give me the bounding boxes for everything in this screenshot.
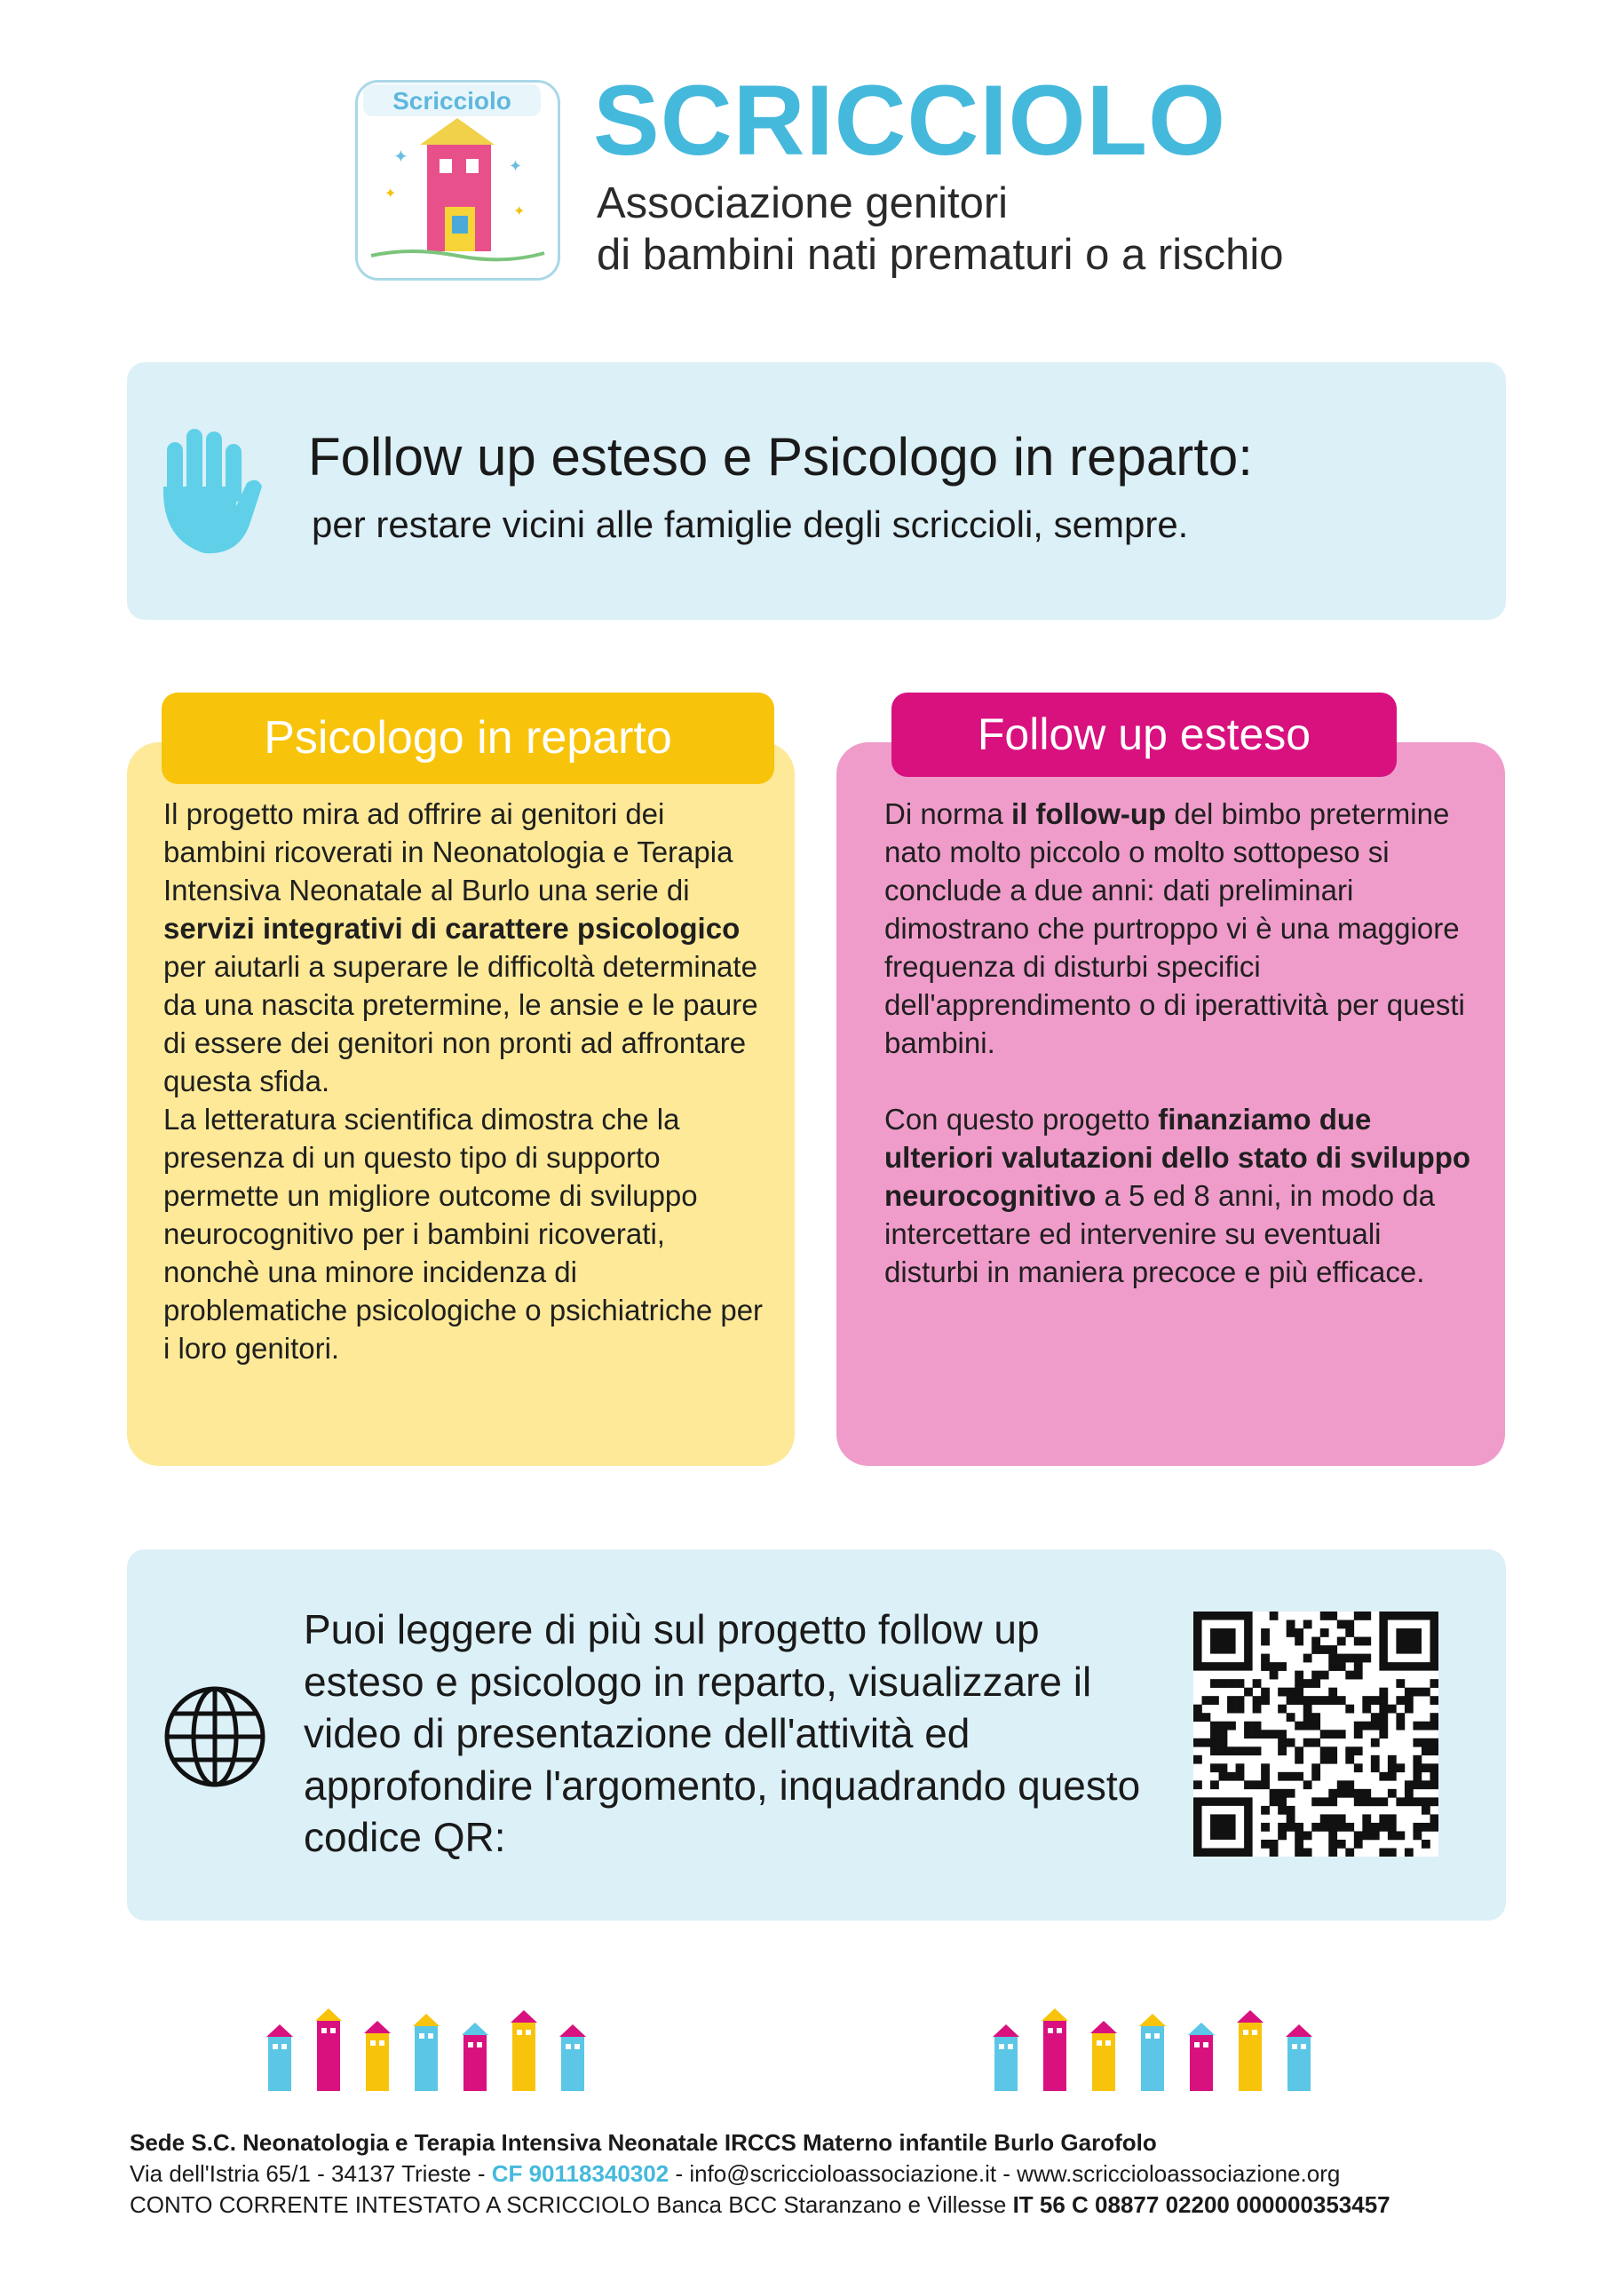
house-icon — [1286, 2024, 1312, 2091]
house-icon — [266, 2024, 293, 2091]
footer-iban: IT 56 C 08877 02200 000000353457 — [1012, 2191, 1390, 2218]
house-icon — [462, 2023, 488, 2091]
brand-subtitle-line2: di bambini nati prematuri o a rischio — [597, 231, 1284, 279]
footer-contacts: Via dell'Istria 65/1 - 34137 Trieste - CF 90118340302 - info@scriccioloassociazione.it - www.scriccioloassociazione.org — [130, 2160, 1341, 2187]
followup-paragraph-1: Di norma il follow-up del bimbo pretermine nato molto piccolo o molto sottopeso si conclude a due anni: dati preliminari dimostrano che purtroppo vi è una maggiore frequenza di disturbi specifici dell'apprendimento o di iperattività per questi bambini. — [884, 797, 1465, 1059]
house-icon — [413, 2014, 440, 2091]
psicologo-paragraph-1: Il progetto mira ad offrire ai genitori dei bambini ricoverati in Neonatologia e Terapia Intensiva Neonatale al Burlo una serie di servizi integrativi di carattere psicologico per aiutarli a superare le difficoltà determinate da una nascita pretermine, le ansie e le paure di essere dei genitori non pronti ad affrontare questa sfida. — [163, 797, 758, 1097]
svg-text:✦: ✦ — [393, 147, 408, 167]
qr-code[interactable] — [1193, 1612, 1438, 1857]
banner-subtitle: per restare vicini alle famiglie degli scriccioli, sempre. — [312, 503, 1189, 545]
house-icon — [1139, 2014, 1166, 2091]
psicologo-paragraph-2: La letteratura scientifica dimostra che la presenza di un questo tipo di supporto permette un migliore outcome di sviluppo neurocognitivo per i bambini ricoverati, nonchè una minore incidenza di problematiche psicologiche o psichiatriche per i loro genitori. — [163, 1103, 764, 1365]
association-logo — [355, 80, 560, 281]
houses-decoration-right — [984, 1998, 1330, 2095]
followup-paragraph-2: Con questo progetto finanziamo due ulteriori valutazioni dello stato di sviluppo neurocognitivo a 5 ed 8 anni, in modo da intercettare ed intervenire su eventuali disturbi in maniera precoce e più efficace. — [884, 1103, 1471, 1288]
brand-subtitle — [597, 178, 1283, 281]
followup-card-tab: Follow up esteso — [891, 693, 1397, 777]
followup-card-text — [884, 795, 1484, 1291]
house-icon — [364, 2021, 391, 2091]
banner-title: Follow up esteso e Psicologo in reparto: — [308, 427, 1253, 487]
brand-title: SCRICCIOLO — [593, 65, 1227, 176]
psicologo-card-text — [163, 795, 767, 1367]
footer — [130, 2127, 1533, 2221]
svg-text:✦: ✦ — [513, 204, 526, 219]
svg-text:✦: ✦ — [384, 186, 397, 202]
logo-badge-text: Scricciolo — [392, 87, 511, 115]
house-icon — [1090, 2021, 1117, 2091]
house-icon — [315, 2008, 342, 2091]
psicologo-card-tab: Psicologo in reparto — [162, 693, 774, 784]
footer-bank: CONTO CORRENTE INTESTATO A SCRICCIOLO Banca BCC Staranzano e Villesse IT 56 C 08877 02200 000000353457 — [130, 2191, 1390, 2218]
house-icon — [993, 2024, 1019, 2091]
globe-icon — [163, 1685, 266, 1788]
house-icon — [1188, 2023, 1215, 2091]
house-icon — [559, 2024, 586, 2091]
brand-subtitle-line1: Associazione genitori — [597, 179, 1009, 227]
footer-address-title: Sede S.C. Neonatologia e Terapia Intensiva Neonatale IRCCS Materno infantile Burlo Garofolo — [130, 2129, 1157, 2156]
qr-description: Puoi leggere di più sul progetto follow up esteso e psicologo in reparto, visualizzare il video di presentazione dell'attività ed approfondire l'argomento, inquadrando questo codice QR: — [304, 1606, 1141, 1860]
hand-icon — [151, 424, 266, 558]
footer-cf: CF 90118340302 — [491, 2160, 669, 2187]
svg-text:✦: ✦ — [509, 157, 523, 175]
intro-banner — [127, 362, 1506, 620]
house-icon — [511, 2010, 537, 2091]
logo-drawing-icon — [358, 83, 558, 278]
house-icon — [1237, 2010, 1264, 2091]
houses-decoration-left — [257, 1998, 604, 2095]
house-icon — [1042, 2008, 1068, 2091]
